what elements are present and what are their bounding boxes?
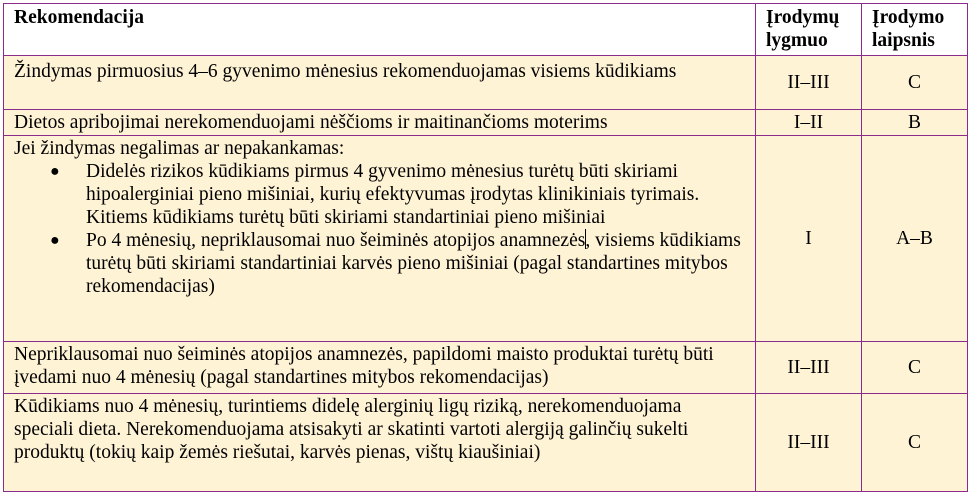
evidence-level-cell: I	[756, 136, 862, 342]
header-evidence-level: Įrodymų lygmuo	[756, 4, 862, 56]
table-row	[4, 136, 968, 342]
list-item: ● Didelės rizikos kūdikiams pirmus 4 gyvenimo mėnesius turėtų būti skiriami hipoalerginiai pieno mišiniai, kurių efektyvumas įrodytas klinikiniais tyrimais. Kitiems kūdikiams turėtų būti skiriami standartiniai pieno mišiniai	[50, 161, 700, 228]
evidence-level-cell: II–III	[756, 394, 862, 492]
recommendation-cell	[4, 136, 756, 342]
recommendation-cell: Dietos apribojimai nerekomenduojami nėščioms ir maitinančioms moterims	[4, 110, 756, 136]
header-evidence-grade: Įrodymo laipsnis	[862, 4, 968, 56]
table-row	[4, 56, 968, 110]
evidence-level-cell: II–III	[756, 56, 862, 110]
evidence-grade-cell: C	[862, 394, 968, 492]
table-row	[4, 342, 968, 394]
recommendation-cell: Nepriklausomai nuo šeiminės atopijos anamnezės, papildomi maisto produktai turėtų būti įvedami nuo 4 mėnesių (pagal standartines mitybos rekomendacijas)	[4, 342, 756, 394]
evidence-grade-cell: C	[862, 342, 968, 394]
table-header-row	[4, 4, 968, 56]
recommendations-table	[3, 3, 968, 492]
table-row	[4, 110, 968, 136]
bullet-icon: ●	[50, 232, 60, 249]
recommendation-intro: Jei žindymas negalimas ar nepakankamas:	[14, 138, 345, 159]
table-row	[4, 394, 968, 492]
recommendation-bullet-list	[14, 160, 745, 298]
header-recommendation: Rekomendacija	[4, 4, 756, 56]
bullet-icon: ●	[50, 163, 60, 180]
list-item: ● Po 4 mėnesių, nepriklausomai nuo šeiminės atopijos anamnezės, visiems kūdikiams turėtų būti skiriami standartiniai karvės pieno mišiniai (pagal standartines mitybos rekomendacijas)	[50, 230, 741, 297]
evidence-grade-cell: B	[862, 110, 968, 136]
evidence-level-cell: I–II	[756, 110, 862, 136]
recommendation-cell: Žindymas pirmuosius 4–6 gyvenimo mėnesius rekomenduojamas visiems kūdikiams	[4, 56, 756, 110]
recommendation-cell: Kūdikiams nuo 4 mėnesių, turintiems didelę alerginių ligų riziką, nerekomenduojama speciali dieta. Nerekomenduojama atsisakyti ar skatinti vartoti alergiją galinčių sukelti produktų (tokių kaip žemės riešutai, karvės pienas, vištų kiaušiniai)	[4, 394, 756, 492]
evidence-grade-cell: C	[862, 56, 968, 110]
evidence-level-cell: II–III	[756, 342, 862, 394]
evidence-grade-cell: A–B	[862, 136, 968, 342]
